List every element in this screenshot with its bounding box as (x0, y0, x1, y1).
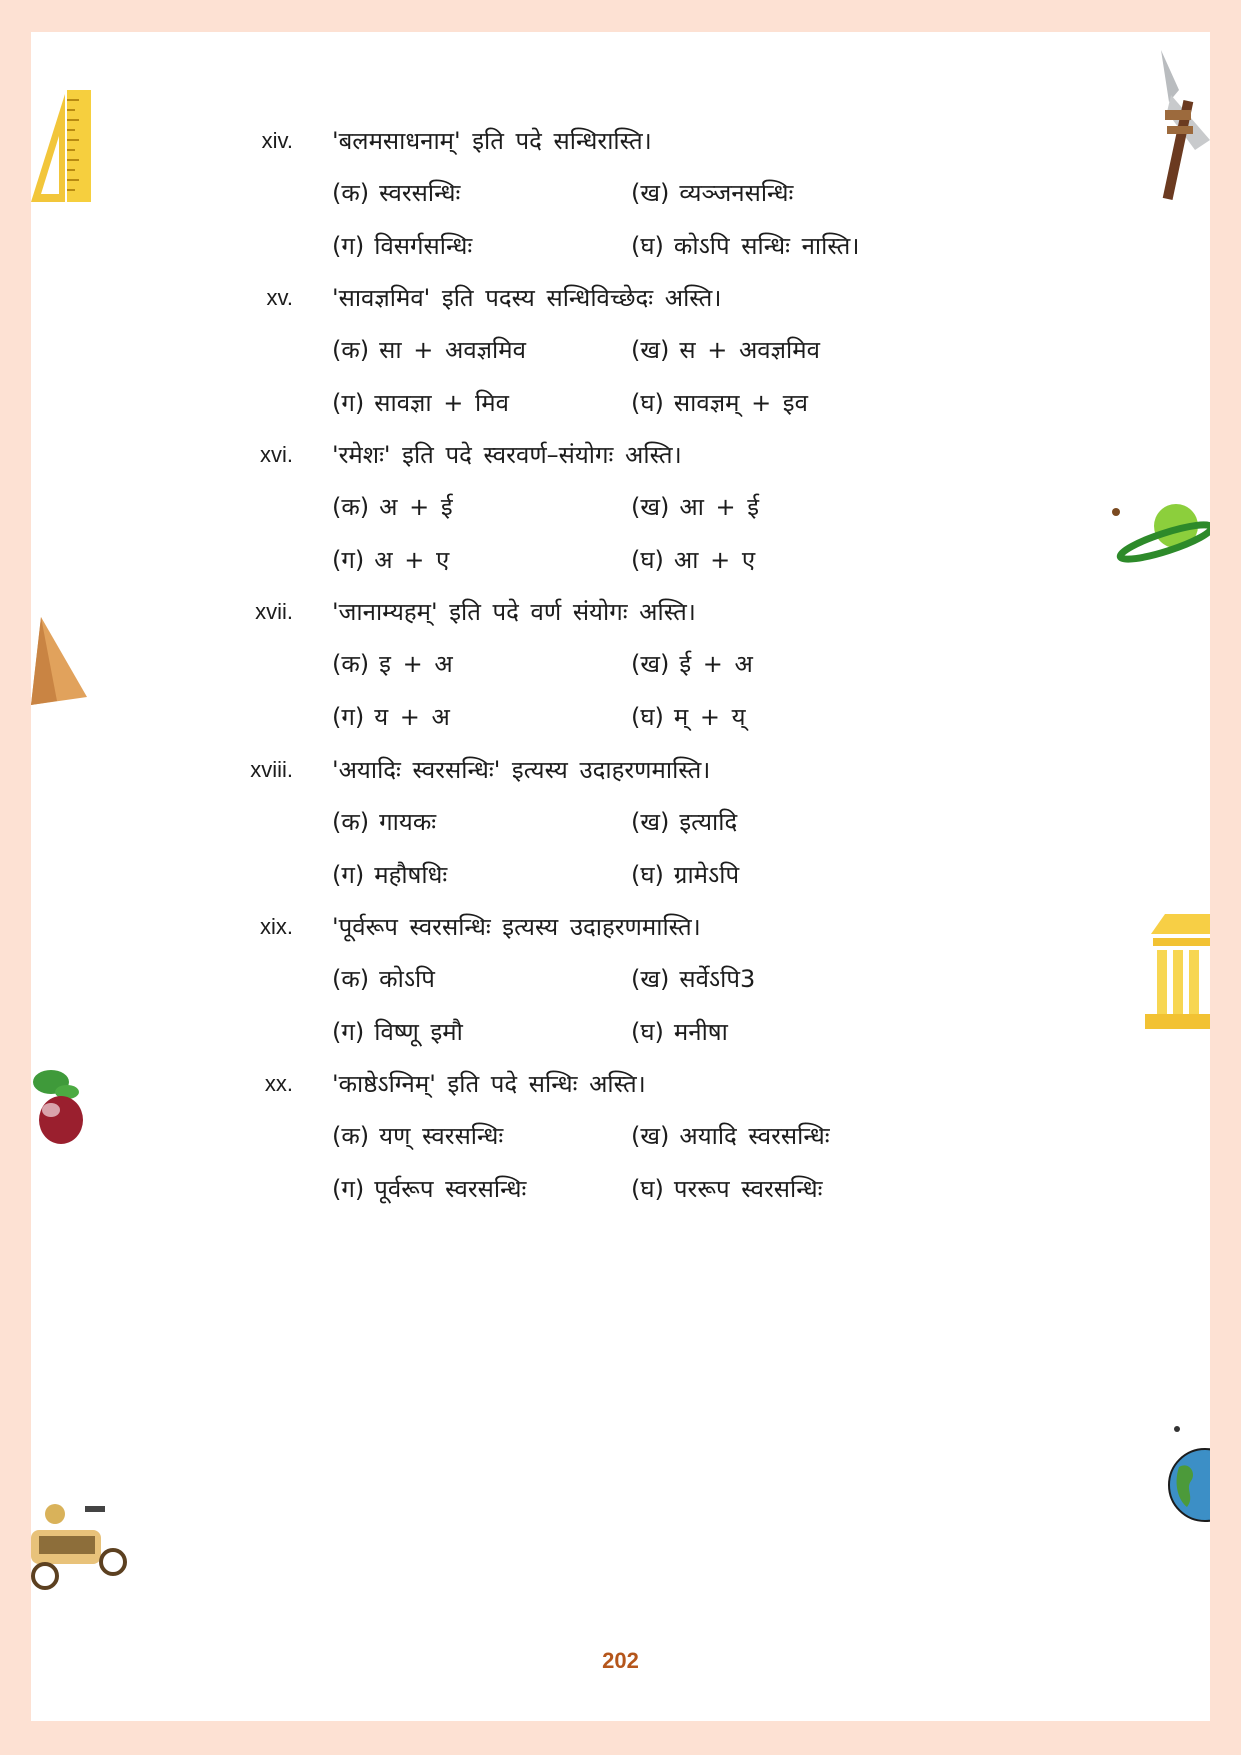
option-ga (332, 857, 447, 893)
option-label: (घ) (631, 232, 664, 260)
option-label: (ख) (631, 336, 670, 364)
question-text: 'पूर्वरूप स्वरसन्धिः इत्यस्य उदाहरणमास्ति। (332, 913, 701, 941)
option-label: (ग) (332, 232, 365, 260)
option-label: (ग) (332, 1175, 365, 1203)
option-label: (घ) (631, 1018, 664, 1046)
option-gha (631, 699, 746, 735)
option-gha (631, 1171, 822, 1207)
question-number: xviii. (250, 757, 293, 782)
option-text: कोऽपि सन्धिः नास्ति। (673, 232, 860, 260)
option-text: अ + ई (379, 493, 453, 521)
option-text: महौषधिः (374, 861, 448, 889)
option-ka (332, 646, 453, 682)
option-text: अ + ए (374, 546, 450, 574)
option-label: (क) (332, 336, 370, 364)
option-label: (क) (332, 965, 370, 993)
option-text: यण् स्वरसन्धिः (379, 1122, 504, 1150)
option-ga (332, 228, 472, 264)
question-number: xvi. (260, 442, 293, 467)
option-text: मनीषा (673, 1018, 728, 1046)
option-gha (631, 857, 739, 893)
option-kha (631, 804, 737, 840)
option-label: (क) (332, 493, 370, 521)
question-text: 'जानाम्यहम्' इति पदे वर्ण संयोगः अस्ति। (332, 598, 696, 626)
option-ka (332, 175, 460, 211)
option-text: ग्रामेऽपि (673, 861, 740, 889)
option-label: (ग) (332, 861, 365, 889)
question-number: xx. (264, 1071, 293, 1096)
option-label: (ख) (631, 808, 670, 836)
option-text: सावज्ञा + मिव (374, 389, 509, 417)
option-label: (ख) (631, 493, 670, 521)
option-kha (631, 1118, 830, 1154)
question-item (31, 123, 1210, 279)
option-text: आ + ई (679, 493, 760, 521)
option-label: (क) (332, 808, 370, 836)
option-gha (631, 1014, 728, 1050)
option-gha (631, 542, 755, 578)
option-text: इ + अ (379, 650, 453, 678)
option-label: (ग) (332, 1018, 365, 1046)
option-text: आ + ए (673, 546, 756, 574)
option-label: (ख) (631, 1122, 670, 1150)
option-kha (631, 489, 759, 525)
question-number: xvii. (255, 599, 293, 624)
option-text: गायकः (379, 808, 437, 836)
option-text: व्यञ्जनसन्धिः (679, 179, 794, 207)
option-text: सर्वेऽपि3 (679, 965, 756, 993)
option-text: कोऽपि (379, 965, 435, 993)
question-number: xix. (260, 914, 293, 939)
option-label: (घ) (631, 703, 664, 731)
option-gha (631, 385, 808, 421)
question-number: xiv. (261, 128, 293, 153)
question-item (31, 909, 1210, 1065)
option-gha (631, 228, 859, 264)
option-ga (332, 1171, 526, 1207)
option-ka (332, 489, 453, 525)
option-text: स्वरसन्धिः (379, 179, 461, 207)
option-kha (631, 332, 820, 368)
option-kha (631, 961, 755, 997)
option-text: सा + अवज्ञमिव (379, 336, 526, 364)
option-ga (332, 542, 449, 578)
option-text: पररूप स्वरसन्धिः (673, 1175, 823, 1203)
option-label: (ग) (332, 703, 365, 731)
option-ka (332, 804, 436, 840)
option-text: विसर्गसन्धिः (374, 232, 473, 260)
option-text: म् + य् (673, 703, 746, 731)
option-text: स + अवज्ञमिव (679, 336, 820, 364)
question-text: 'रमेशः' इति पदे स्वरवर्ण–संयोगः अस्ति। (332, 441, 682, 469)
option-ga (332, 699, 450, 735)
option-label: (ख) (631, 965, 670, 993)
question-text: 'सावज्ञमिव' इति पदस्य सन्धिविच्छेदः अस्ति। (332, 284, 722, 312)
option-ka (332, 961, 435, 997)
option-label: (क) (332, 179, 370, 207)
option-kha (631, 175, 793, 211)
option-text: य + अ (374, 703, 450, 731)
question-text: 'बलमसाधनाम्' इति पदे सन्धिरास्ति। (332, 127, 652, 155)
option-text: ई + अ (679, 650, 753, 678)
option-text: सावज्ञम् + इव (673, 389, 808, 417)
option-text: पूर्वरूप स्वरसन्धिः (374, 1175, 527, 1203)
option-ka (332, 332, 526, 368)
option-text: विष्णू इमौ (374, 1018, 463, 1046)
option-text: इत्यादि (679, 808, 738, 836)
option-label: (क) (332, 650, 370, 678)
page (31, 32, 1210, 1721)
option-label: (घ) (631, 389, 664, 417)
option-text: अयादि स्वरसन्धिः (679, 1122, 830, 1150)
option-ka (332, 1118, 503, 1154)
question-item (31, 1066, 1210, 1222)
globe-icon (1165, 1425, 1210, 1522)
cart-icon (31, 1502, 127, 1590)
option-label: (घ) (631, 861, 664, 889)
option-label: (घ) (631, 1175, 664, 1203)
question-item (31, 594, 1210, 750)
question-item (31, 752, 1210, 908)
question-item (31, 437, 1210, 593)
option-label: (ख) (631, 650, 670, 678)
option-label: (ग) (332, 546, 365, 574)
option-ga (332, 385, 509, 421)
option-ga (332, 1014, 463, 1050)
question-text: 'काष्ठेऽग्निम्' इति पदे सन्धिः अस्ति। (332, 1070, 646, 1098)
option-label: (घ) (631, 546, 664, 574)
question-item (31, 280, 1210, 436)
option-kha (631, 646, 753, 682)
page-number: 202 (602, 1648, 639, 1673)
option-label: (ग) (332, 389, 365, 417)
question-text: 'अयादिः स्वरसन्धिः' इत्यस्य उदाहरणमास्ति। (332, 756, 711, 784)
option-label: (ख) (631, 179, 670, 207)
option-label: (क) (332, 1122, 370, 1150)
question-number: xv. (266, 285, 293, 310)
